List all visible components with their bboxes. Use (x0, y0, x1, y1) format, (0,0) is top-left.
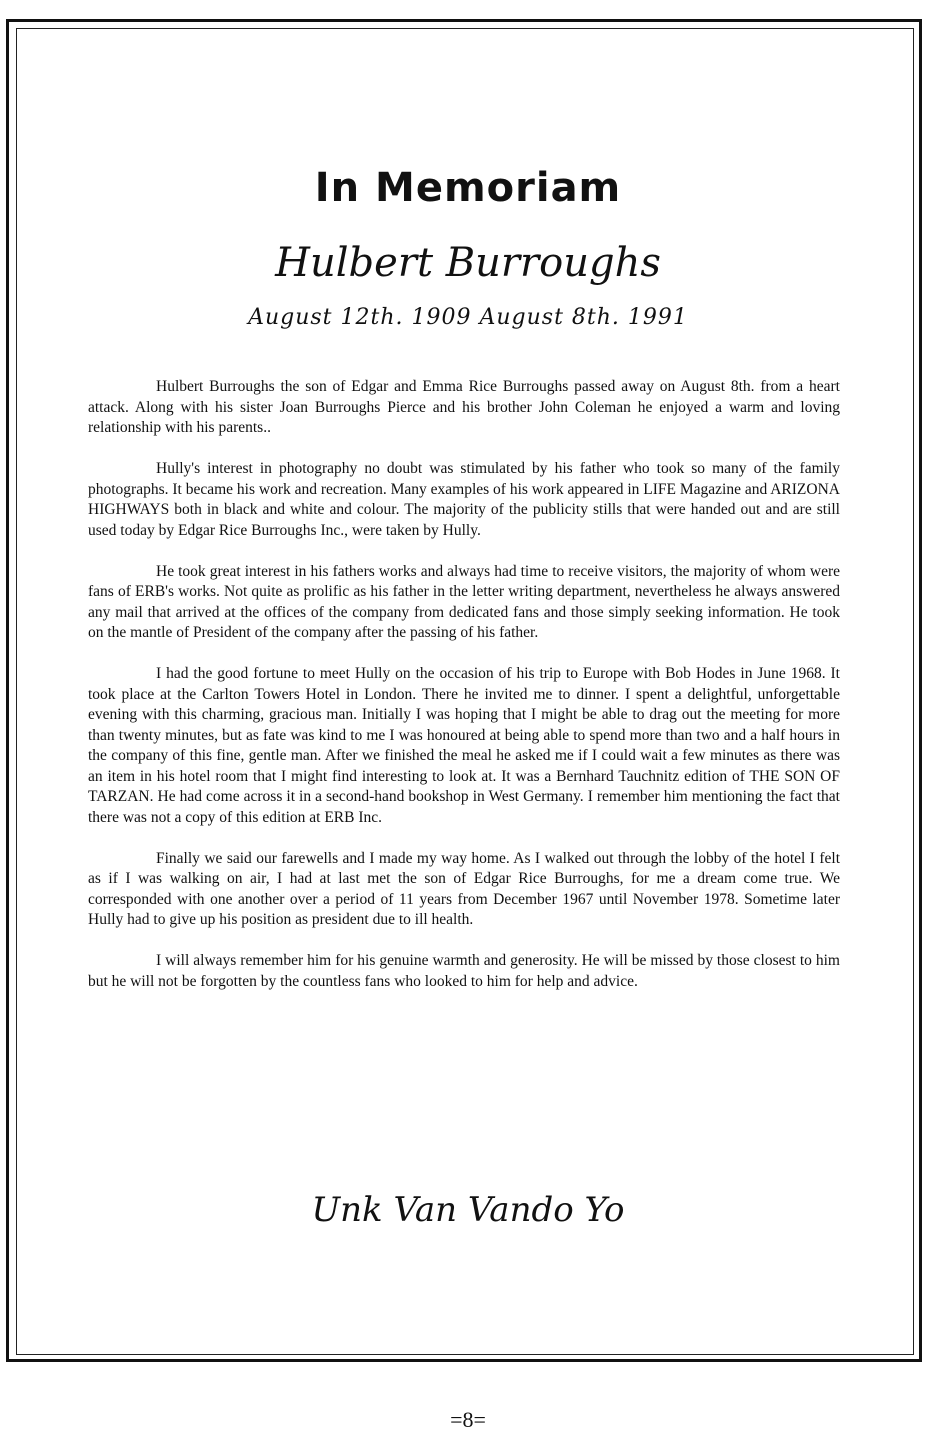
paragraph: Finally we said our farewells and I made my way home. As I walked out through the lobby of the hotel I felt as if I was walking on air, I had at last met the son of Edgar Rice Burroughs, for me a dream come true. We corresponded with one another over a period of 11 years from December 1967 until November 1978. Sometime later Hully had to give up his position as president due to ill health. (88, 849, 840, 928)
author-signature: Unk Van Vando Yo (311, 1190, 625, 1230)
paragraph: I will always remember him for his genuine warmth and generosity. He will be missed by those closest to him but he will not be forgotten by the countless fans who looked to him for help and advice. (88, 952, 840, 990)
life-dates: August 12th. 1909 August 8th. 1991 (248, 305, 688, 330)
honoree-name: Hulbert Burroughs (275, 240, 661, 286)
memoriam-title: In Memoriam (314, 165, 622, 211)
paragraph: He took great interest in his fathers works and always had time to receive visitors, the majority of whom were fans of ERB's works. Not quite as prolific as his father in the letter writing department, nevertheless he always answered any mail that arrived at the offices of the company from dedicated fans and those simply seeking information. He took on the mantle of President of the company after the passing of his father. (88, 562, 840, 641)
paragraph: Hulbert Burroughs the son of Edgar and Emma Rice Burroughs passed away on August 8th. from a heart attack. Along with his sister Joan Burroughs Pierce and his brother John Coleman he enjoyed a warm and loving relationship with his parents.. (88, 378, 840, 436)
paragraph: Hully's interest in photography no doubt was stimulated by his father who took so many of the family photographs. It became his work and recreation. Many examples of his work appeared in LIFE Magazine and ARIZONA HIGHWAYS both in black and white and colour. The majority of the publicity stills that were handed out and are still used today by Edgar Rice Burroughs Inc., were taken by Hully. (88, 460, 840, 539)
page-number: =8= (450, 1407, 486, 1432)
paragraph: I had the good fortune to meet Hully on the occasion of his trip to Europe with Bob Hodes in June 1968. It took place at the Carlton Towers Hotel in London. There he invited me to dinner. I spent a delightful, unforgettable evening with this charming, gracious man. Initially I was hoping that I might be able to drag out the meeting for more than twenty minutes, but as fate was kind to me I was honoured at being able to spend more than two and a half hours in the company of this fine, gentle man. After we finished the meal he asked me if I could wait a few minutes as there was an item in his hotel room that I might find interesting to look at. It was a Bernhard Tauchnitz edition of THE SON OF TARZAN. He had come across it in a second-hand bookshop in West Germany. I remember him mentioning the fact that there was not a copy of this edition at ERB Inc. (88, 665, 840, 826)
memorial-body (88, 377, 840, 1013)
